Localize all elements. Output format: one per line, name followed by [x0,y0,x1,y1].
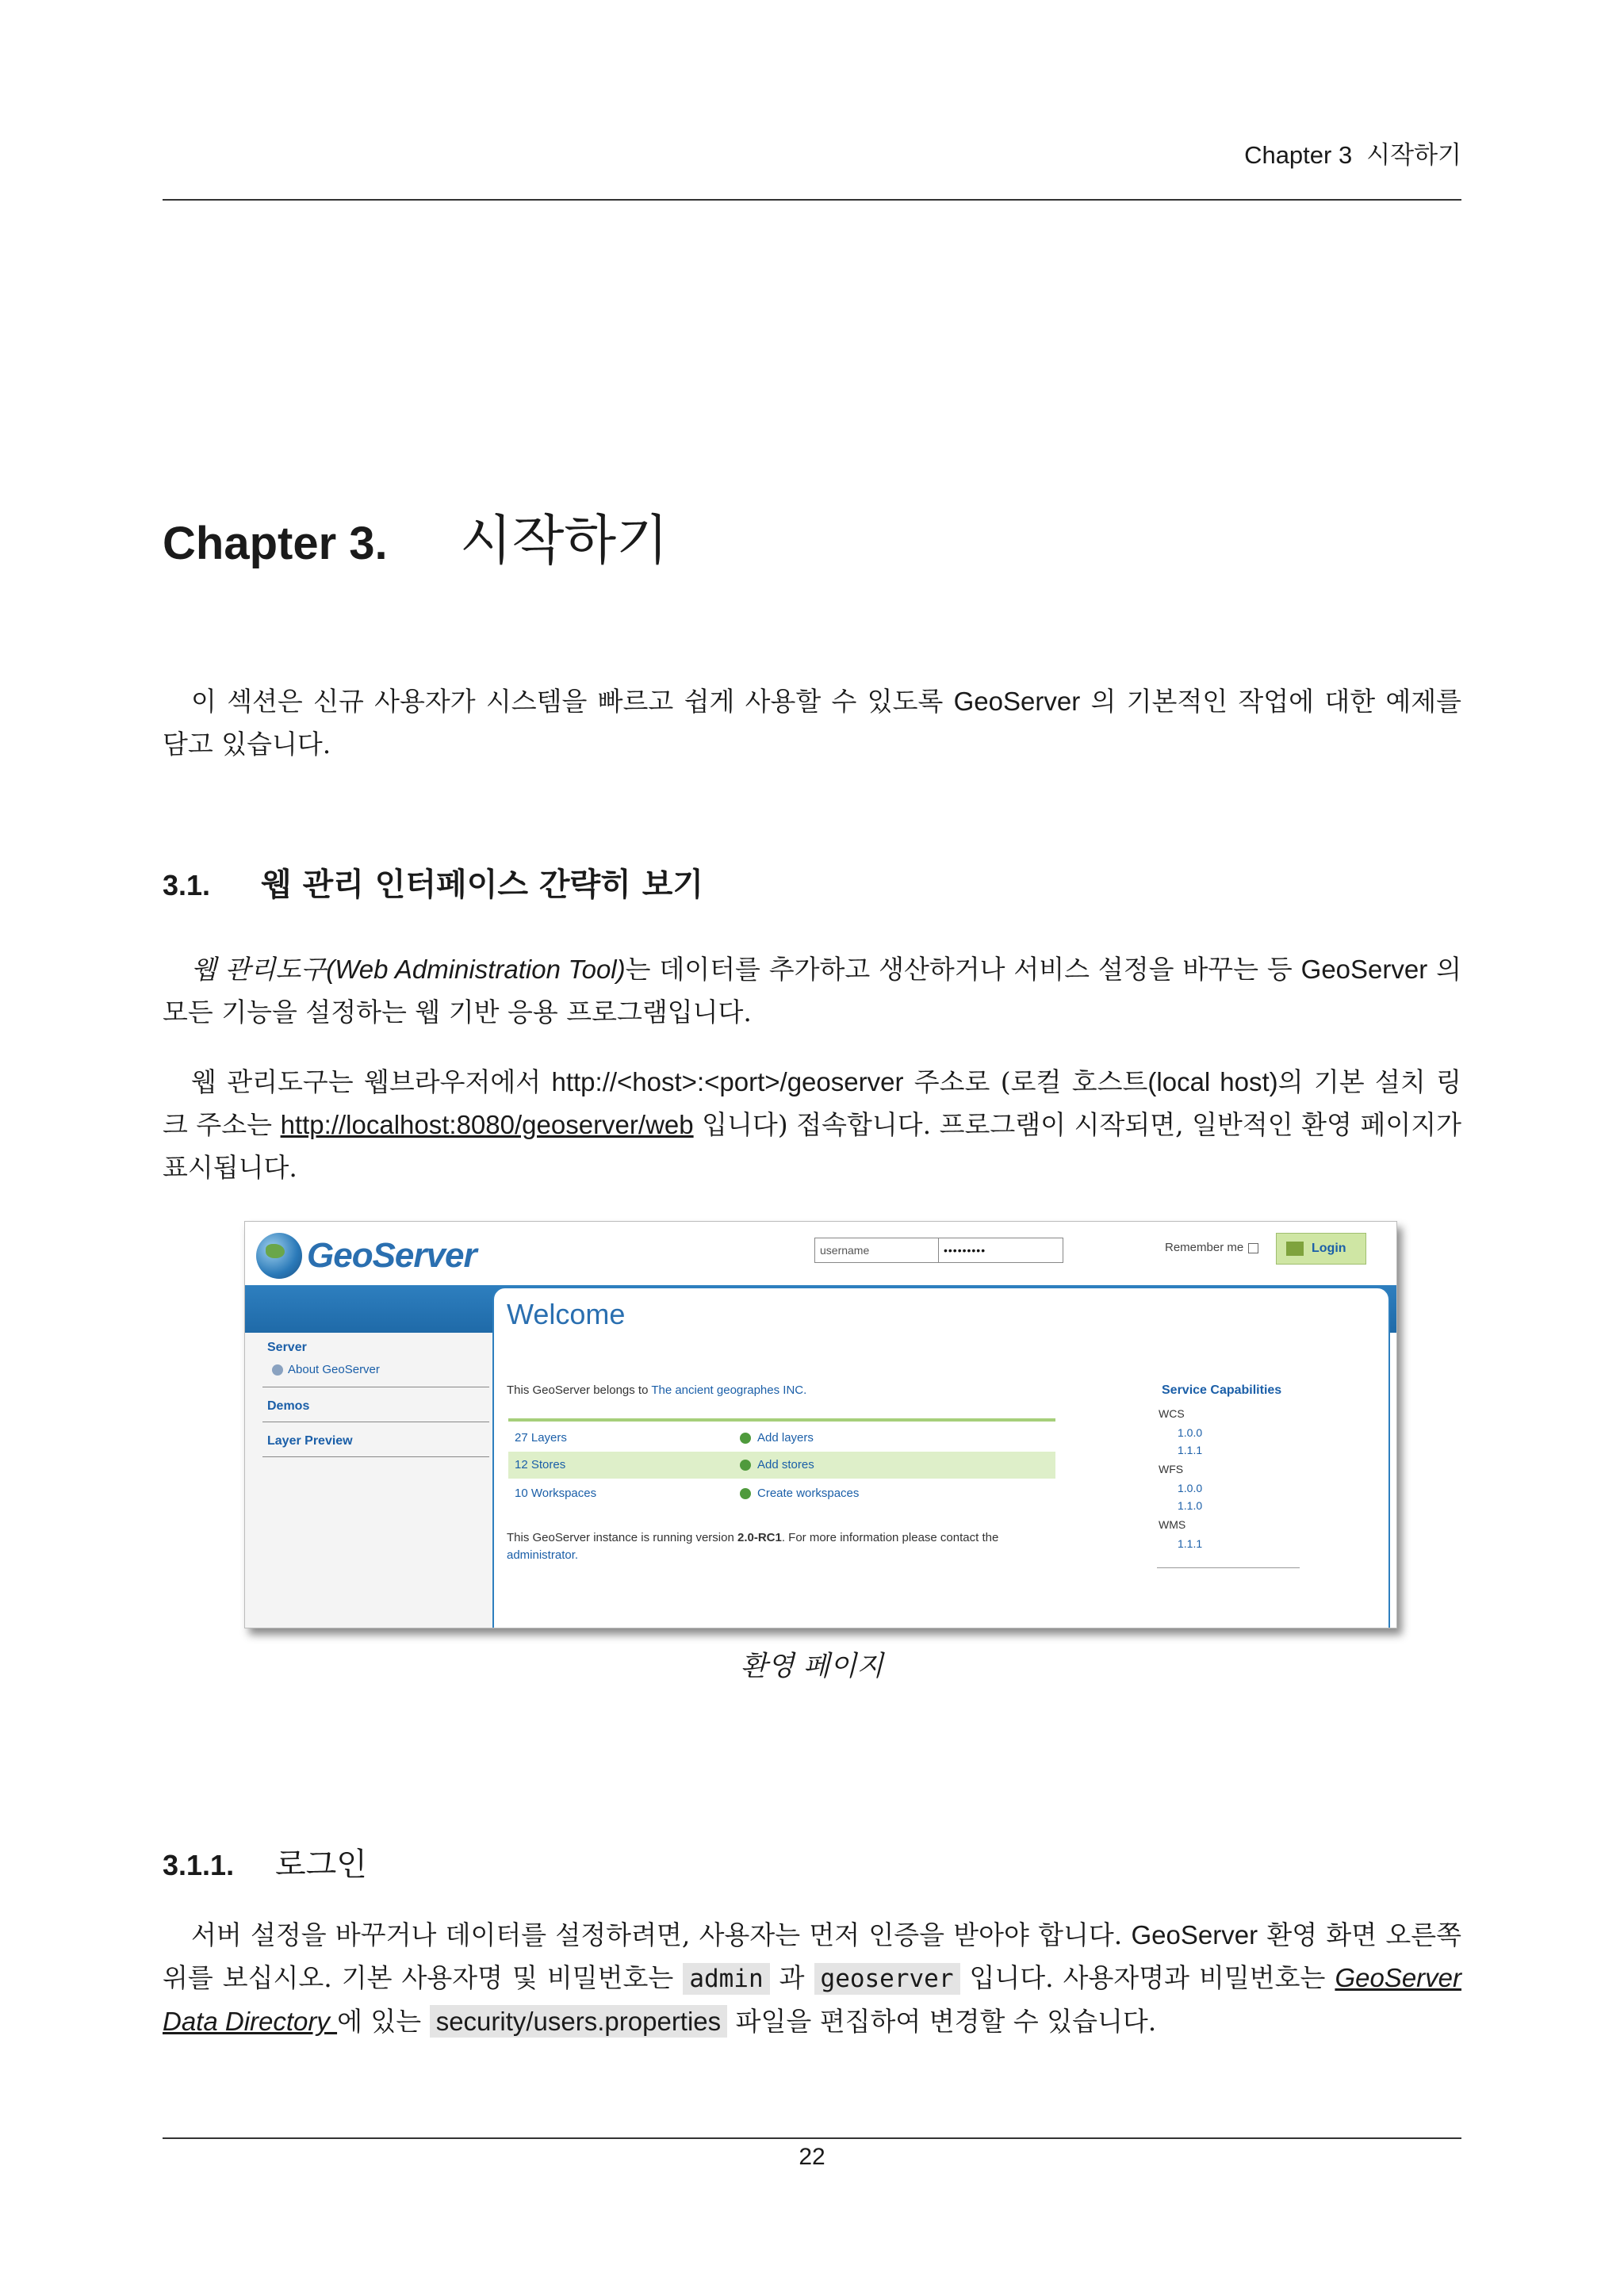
globe-icon [256,1233,302,1279]
belongs-text [507,1383,806,1397]
login-text-1: 서버 설정을 바꾸거나 데이터를 설정하려면, 사용자는 먼저 인증을 받아야 합니다. [191,1919,1132,1950]
belongs-label: This GeoServer belongs to [507,1383,652,1397]
stores-count-link[interactable]: 12 Stores [515,1458,566,1471]
create-workspaces-link[interactable] [740,1480,859,1507]
default-url-link[interactable]: http://localhost:8080/geoserver/web [280,1110,694,1139]
login-icon [1286,1242,1304,1256]
chapter-title: 시작하기 [460,510,668,572]
p2-text-3: 의 기본 설치 링크 주소는 [163,1066,1462,1140]
summary-row [508,1480,1055,1507]
footer-rule [163,2137,1461,2139]
layers-count-link[interactable]: 27 Layers [515,1431,567,1445]
users-properties-file: security/users.properties [430,2005,727,2038]
logo-text: GeoServer [307,1236,477,1275]
intro-geoserver: GeoServer [953,687,1081,716]
add-layers-link[interactable] [740,1425,814,1452]
administrator-link[interactable]: administrator. [507,1548,579,1562]
wfs-1-1-0-link[interactable]: 1.1.0 [1178,1499,1203,1512]
section-title: 웹 관리 인터페이스 간략히 보기 [261,866,704,903]
p1-text-2: 의 모든 기능을 설정하는 웹 기반 응용 프로그램입니다. [163,954,1461,1027]
login-text-5: 에 있는 [337,2006,430,2037]
header-rule [163,199,1461,201]
p2-text-2: 주소로 (로컬 호스트 [903,1066,1148,1097]
remember-me-label: Remember me [1165,1241,1244,1254]
section-3-1-1-heading [163,1839,367,1885]
services-bottom-line [1157,1567,1300,1568]
p2-text-1: 웹 관리도구는 웹브라우저에서 [191,1066,552,1097]
owner-link[interactable]: The ancient geographes INC. [651,1383,807,1397]
nav-demos[interactable]: Demos [267,1399,310,1413]
wcs-1-1-1-link[interactable]: 1.1.1 [1178,1444,1203,1456]
local-host: (local host) [1147,1067,1278,1096]
url-template: http://<host>:<port>/geoserver [551,1067,904,1096]
chapter-number: Chapter 3. [163,518,388,569]
version-contact: . For more information please contact the [781,1531,999,1544]
wfs-label: WFS [1159,1463,1184,1475]
version-text [507,1529,1062,1564]
summary-top-line [508,1418,1055,1422]
p1-geoserver: GeoServer [1300,955,1428,984]
left-navigation [245,1333,507,1628]
username-input[interactable]: username [814,1238,940,1263]
geoserver-logo [256,1233,477,1279]
access-paragraph [163,1061,1461,1189]
remember-me-checkbox[interactable] [1248,1243,1258,1253]
p2-text-4: 입니다) 접속합니다. 프로그램이 시작되면, 일반적인 환영 페이지가 표시됩니다. [163,1109,1461,1183]
term-web-admin-en: (Web Administration Tool) [326,955,626,984]
add-layers-label: Add layers [757,1431,814,1445]
create-workspaces-label: Create workspaces [757,1487,860,1500]
default-username: admin [683,1963,769,1995]
wfs-1-0-0-link[interactable]: 1.0.0 [1178,1482,1203,1494]
add-icon [740,1433,751,1444]
subsection-number: 3.1.1. [163,1849,235,1881]
add-stores-label: Add stores [757,1458,814,1471]
add-stores-link[interactable] [740,1452,814,1479]
nav-server: Server [267,1341,307,1354]
add-icon [740,1460,751,1471]
summary-row [508,1425,1055,1452]
login-label: Login [1312,1242,1346,1255]
nav-layer-preview[interactable]: Layer Preview [267,1434,353,1448]
password-input[interactable]: ••••••••• [938,1238,1063,1263]
default-password: geoserver [814,1963,960,1995]
nav-divider [262,1456,489,1457]
version-number: 2.0-RC1 [737,1531,782,1544]
web-admin-paragraph [163,948,1461,1034]
figure-caption: 환영 페이지 [740,1651,884,1682]
welcome-heading: Welcome [507,1298,626,1330]
intro-text-1: 이 섹션은 신규 사용자가 시스템을 빠르고 쉽게 사용할 수 있도록 [191,686,954,717]
login-text-4: 입니다. 사용자명과 비밀번호는 [959,1962,1335,1993]
p1-text-1: 는 데이터를 추가하고 생산하거나 서비스 설정을 바꾸는 등 [625,954,1301,985]
login-text-6: 파일을 편집하여 변경할 수 있습니다. [727,2006,1157,2037]
login-geoserver: GeoServer [1131,1920,1258,1950]
wcs-label: WCS [1159,1407,1185,1420]
running-header-title: 시작하기 [1366,141,1461,170]
running-header-chapter: Chapter 3 [1244,141,1353,169]
nav-about[interactable] [272,1363,380,1376]
section-number: 3.1. [163,869,211,901]
welcome-page-screenshot [244,1221,1397,1628]
login-text-2: 환영 화면 오른쪽 위를 보십시오. 기본 사용자명 및 비밀번호는 [163,1919,1461,1993]
login-paragraph [163,1914,1461,2043]
workspaces-count-link[interactable]: 10 Workspaces [515,1487,597,1500]
page-number: 22 [799,2144,825,2170]
remember-me[interactable] [1165,1241,1258,1254]
nav-about-label: About GeoServer [288,1363,380,1376]
info-icon [272,1364,283,1376]
wms-1-1-1-link[interactable]: 1.1.1 [1178,1537,1203,1550]
term-web-admin: 웹 관리도구 [191,954,327,985]
data-directory-link[interactable]: GeoServer Data Directory [163,1963,1462,2036]
subsection-title: 로그인 [275,1846,367,1883]
summary-row [508,1452,1055,1479]
add-icon [740,1488,751,1499]
section-3-1-heading [163,859,703,905]
version-label: This GeoServer instance is running version [507,1531,737,1544]
chapter-heading [163,498,668,575]
intro-paragraph [163,680,1461,766]
login-button[interactable] [1276,1233,1366,1265]
wms-label: WMS [1159,1518,1186,1531]
service-capabilities-title: Service Capabilities [1162,1383,1282,1397]
running-header [1244,135,1461,170]
intro-text-2: 의 기본적인 작업에 대한 예제를 담고 있습니다. [163,686,1461,760]
wcs-1-0-0-link[interactable]: 1.0.0 [1178,1426,1203,1439]
login-text-3: 과 [769,1962,814,1993]
